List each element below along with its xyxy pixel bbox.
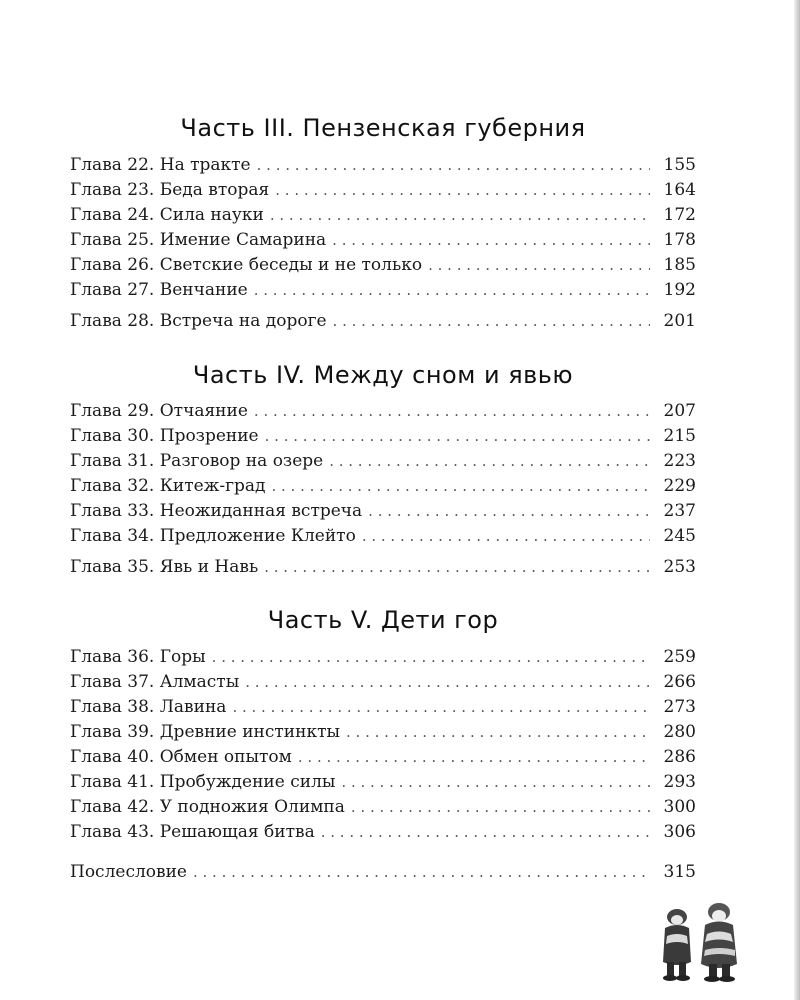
chapter-title: Глава 41. Пробуждение силы (70, 772, 336, 792)
page-number: 207 (663, 401, 696, 421)
dot-leader (332, 228, 650, 253)
toc-entry[interactable] (70, 203, 696, 228)
dot-leader (264, 555, 650, 580)
chapter-title: Глава 43. Решающая битва (70, 822, 315, 842)
toc-entry[interactable] (70, 253, 696, 278)
page-number: 237 (663, 501, 696, 521)
dot-leader (254, 278, 650, 303)
page-number: 306 (663, 822, 696, 842)
toc-entry[interactable] (70, 474, 696, 499)
toc-entry[interactable] (70, 449, 696, 474)
part-title: Часть IV. Между сном и явью (192, 361, 574, 389)
chapter-title: Глава 34. Предложение Клейто (70, 526, 356, 546)
chapter-title: Глава 30. Прозрение (70, 426, 259, 446)
toc-entry[interactable] (70, 670, 696, 695)
toc-entry[interactable] (70, 645, 696, 670)
dot-leader (351, 795, 650, 820)
dot-leader (368, 499, 650, 524)
dot-leader (245, 670, 650, 695)
chapter-title: Глава 25. Имение Самарина (70, 230, 327, 250)
page-number: 215 (663, 426, 696, 446)
page-number: 253 (663, 557, 696, 577)
toc-entry[interactable] (70, 770, 696, 795)
toc-entry[interactable] (70, 820, 696, 845)
chapter-title: Глава 22. На тракте (70, 155, 251, 175)
chapter-title: Глава 37. Алмасты (70, 672, 240, 692)
toc-section-part-4 (70, 399, 696, 580)
chapter-title: Глава 40. Обмен опытом (70, 747, 292, 767)
page-number: 286 (663, 747, 696, 767)
chapter-title: Глава 26. Светские беседы и не только (70, 255, 423, 275)
page-number: 315 (663, 862, 696, 882)
toc-entry-afterword[interactable] (70, 860, 696, 885)
dot-leader (265, 424, 650, 449)
page-number: 164 (663, 180, 696, 200)
page-number: 178 (663, 230, 696, 250)
page-number: 266 (663, 672, 696, 692)
toc-section-part-3 (70, 153, 696, 334)
page-number: 172 (663, 205, 696, 225)
dot-leader (212, 645, 650, 670)
chapter-title: Глава 39. Древние инстинкты (70, 722, 341, 742)
left-figure (663, 909, 691, 981)
page-number: 280 (663, 722, 696, 742)
chapter-title: Глава 42. У подножия Олимпа (70, 797, 345, 817)
right-figure (701, 903, 737, 982)
dot-leader (346, 720, 650, 745)
dot-leader (362, 524, 650, 549)
toc-entry[interactable] (70, 795, 696, 820)
chapter-title: Глава 32. Китеж-град (70, 476, 266, 496)
chapter-title: Глава 31. Разговор на озере (70, 451, 324, 471)
toc-entry[interactable] (70, 499, 696, 524)
dot-leader (270, 203, 650, 228)
toc-entry[interactable] (70, 309, 696, 334)
part-title: Часть V. Дети гор (267, 606, 499, 634)
page-number: 185 (663, 255, 696, 275)
page-number: 245 (663, 526, 696, 546)
page-edge (794, 0, 800, 1000)
dot-leader (271, 474, 650, 499)
dot-leader (428, 253, 650, 278)
toc-entry[interactable] (70, 524, 696, 555)
page-number: 223 (663, 451, 696, 471)
toc-entry[interactable] (70, 695, 696, 720)
page-number: 229 (663, 476, 696, 496)
chapter-title: Глава 35. Явь и Навь (70, 557, 259, 577)
dot-leader (257, 153, 650, 178)
toc-entry[interactable] (70, 153, 696, 178)
page-number: 273 (663, 697, 696, 717)
chapter-title: Глава 38. Лавина (70, 697, 227, 717)
toc-entry[interactable] (70, 720, 696, 745)
chapter-title: Глава 24. Сила науки (70, 205, 264, 225)
dot-leader (298, 745, 650, 770)
chapter-title: Глава 27. Венчание (70, 280, 248, 300)
dot-leader (254, 399, 650, 424)
chapter-title: Глава 36. Горы (70, 647, 206, 667)
page-number: 201 (663, 311, 696, 331)
toc-entry[interactable] (70, 745, 696, 770)
page-number: 259 (663, 647, 696, 667)
dot-leader (321, 820, 650, 845)
dot-leader (275, 178, 650, 203)
dot-leader (232, 695, 650, 720)
dot-leader (329, 449, 650, 474)
toc-section-afterword (70, 860, 696, 885)
chapter-title: Глава 29. Отчаяние (70, 401, 248, 421)
toc-entry[interactable] (70, 555, 696, 580)
toc-entry[interactable] (70, 399, 696, 424)
dot-leader (333, 309, 650, 334)
afterword-title: Послесловие (70, 862, 187, 882)
page-number: 192 (663, 280, 696, 300)
toc-entry[interactable] (70, 178, 696, 203)
part-title: Часть III. Пензенская губерния (180, 114, 586, 142)
toc-section-part-5 (70, 645, 696, 845)
chapter-title: Глава 33. Неожиданная встреча (70, 501, 363, 521)
chapter-title: Глава 28. Встреча на дороге (70, 311, 327, 331)
two-figures-illustration (655, 900, 745, 986)
dot-leader (193, 860, 650, 885)
page-number: 155 (663, 155, 696, 175)
toc-entry[interactable] (70, 278, 696, 309)
page-number: 300 (663, 797, 696, 817)
toc-entry[interactable] (70, 424, 696, 449)
toc-entry[interactable] (70, 228, 696, 253)
page-number: 293 (663, 772, 696, 792)
dot-leader (341, 770, 650, 795)
chapter-title: Глава 23. Беда вторая (70, 180, 270, 200)
